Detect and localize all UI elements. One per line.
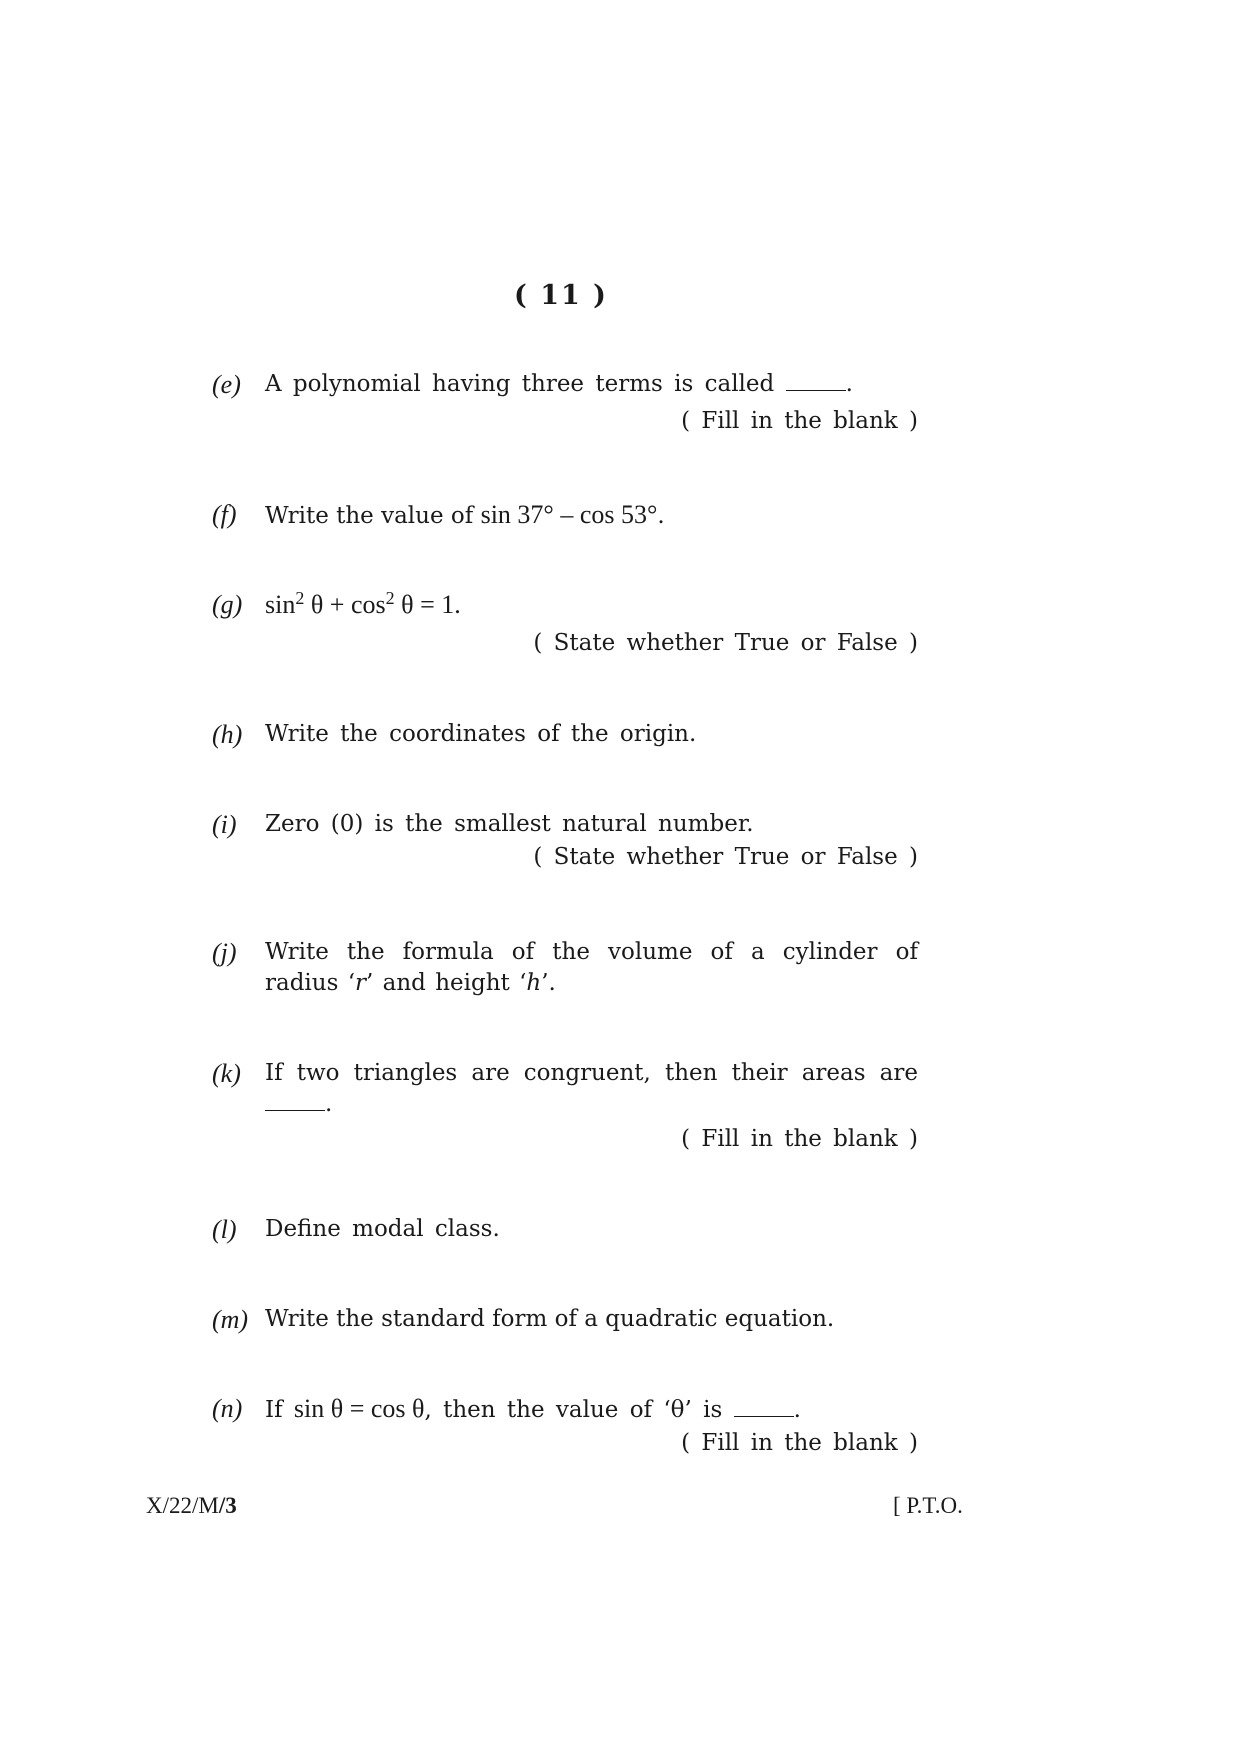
math-expression: sin 37° – cos 53°: [480, 500, 658, 529]
question-text: Write the formula of the volume of a cylinder of radius ‘r’ and height ‘h’.: [265, 939, 918, 996]
question-label: (e): [212, 370, 241, 399]
question-label: (m): [212, 1305, 249, 1334]
question-text: [265, 589, 918, 622]
math-expression: sin θ = cos θ: [293, 1394, 425, 1423]
question-n: [212, 1393, 918, 1459]
question-l: [212, 1214, 918, 1245]
question-label: (g): [212, 590, 243, 619]
question-e: [212, 369, 918, 437]
question-label: (l): [212, 1215, 237, 1244]
question-text: Define modal class.: [265, 1216, 500, 1242]
math-expression: $\sin^2 \theta + \cos^2 \theta = 1$.: [265, 588, 461, 619]
question-text: Zero (0) is the smallest natural number.: [265, 811, 754, 837]
answer-blank: [734, 1396, 794, 1417]
question-j: [212, 937, 918, 999]
question-label: (k): [212, 1059, 241, 1088]
question-text: A polynomial having three terms is called .: [265, 371, 853, 397]
question-label: (f): [212, 500, 237, 529]
question-g: [212, 589, 918, 659]
question-instruction: ( Fill in the blank ): [681, 408, 918, 434]
question-text: Write the coordinates of the origin.: [265, 721, 697, 747]
paper-code: X/22/M/3: [146, 1493, 237, 1518]
question-h: [212, 719, 918, 750]
page-number: ( 11 ): [514, 280, 608, 311]
question-instruction: ( State whether True or False ): [533, 844, 918, 870]
answer-blank: [265, 1090, 325, 1111]
question-m: [212, 1304, 918, 1335]
question-label: (j): [212, 938, 237, 967]
question-i: [212, 809, 918, 873]
question-label: (n): [212, 1394, 243, 1423]
question-label: (h): [212, 720, 243, 749]
question-label: (i): [212, 810, 237, 839]
question-instruction: ( Fill in the blank ): [681, 1430, 918, 1456]
question-text: If two triangles are congruent, then their areas are .: [265, 1060, 918, 1117]
question-instruction: ( State whether True or False ): [533, 630, 918, 656]
answer-blank: [786, 370, 846, 391]
question-instruction: ( Fill in the blank ): [681, 1126, 918, 1152]
question-text: Write the value of sin 37° – cos 53°.: [265, 500, 665, 529]
question-text: Write the standard form of a quadratic equation.: [265, 1306, 835, 1332]
please-turn-over: [ P.T.O.: [893, 1493, 963, 1518]
question-f: [212, 499, 918, 532]
question-k: [212, 1058, 918, 1155]
question-text: If sin θ = cos θ, then the value of ‘θ’ is .: [265, 1394, 801, 1423]
